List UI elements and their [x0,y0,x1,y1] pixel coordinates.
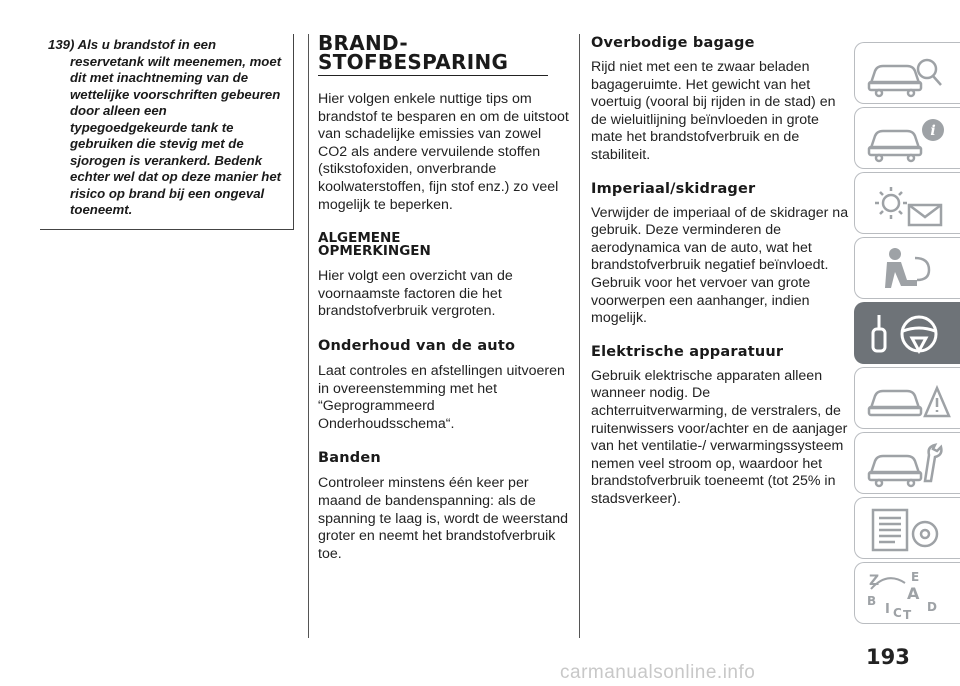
sidebar-tab-warning-lights[interactable] [854,172,960,234]
page-number: 193 [866,645,910,669]
index-letter: T [903,608,912,619]
alphabetical-index-icon [863,569,953,619]
tyres-paragraph: Controleer minstens één keer per maand de bandenspanning: als de spanning te laag is, wordt de weerstand groter en neemt het brandstofverbruik toe. [318,475,569,562]
car-info-icon [863,114,953,164]
svg-text:i: i [930,123,936,139]
sidebar-tab-starting-driving[interactable] [854,302,960,364]
tyres-heading: Banden [318,450,381,467]
roof-rack-paragraph: Verwijder de imperiaal of de skidrager na gebruik. Deze verminderen de aerodynamica van de auto, wat het brandstofverbruik negatief beïnvloedt. Gebruik voor het vervoer van grote voorwerpen een aanhanger, indien mogelijk. [591,204,849,327]
car-breakdown-icon [863,374,953,424]
warning-note-text: 139) Als u brandstof in een reservetank wilt meenemen, moet dit met inachtneming van de wettelijke voorschriften gebeuren door alleen een typegoedgekeurde tank te gebruiken die stevig met de sjorogen is verankerd. Bedenk echter wel dat op deze manier het risico op brand bij een ongeval toeneemt. [48,37,282,217]
sidebar-tab-emergency[interactable] [854,367,960,429]
index-letter: D [927,600,937,614]
electrical-equipment-heading: Elektrische apparatuur [591,343,784,360]
column-fuel-saving-continued [591,34,849,508]
sidebar-tab-car-info[interactable] [854,107,960,169]
airbag-seat-icon [863,244,953,294]
sidebar-tab-maintenance[interactable] [854,432,960,494]
sidebar-tab-safety[interactable] [854,237,960,299]
warning-note-box [40,34,294,230]
column-divider-right [579,34,580,638]
technical-data-icon [863,504,953,554]
index-letter: I [885,602,890,617]
general-notes-heading: ALGEMENE OPMERKINGEN [318,230,431,260]
warning-lights-icon [863,179,953,229]
maintenance-paragraph: Laat controles en afstellingen uitvoeren in overeenstemming met het “Geprogrammeerd Onderhoudsschema“. [318,362,565,432]
index-letter: E [911,570,920,584]
index-letter: C [893,606,902,619]
sidebar-tab-car-search[interactable] [854,42,960,104]
key-steering-wheel-icon [863,309,953,359]
column-fuel-saving [318,31,570,563]
index-letter: Z [869,573,880,589]
main-heading: BRAND-STOFBESPARING [318,34,548,76]
roof-rack-heading: Imperiaal/skidrager [591,180,756,197]
footer-watermark-url: carmanualsonline.info [560,662,756,683]
excess-luggage-paragraph: Rijd niet met een te zwaar beladen bagageruimte. Het gewicht van het voertuig (vooral bij rijden in de stad) en de wieluitlijning beïnvloeden in grote mate het brandstofverbruik en de stabiliteit. [591,59,836,163]
column-divider-left [308,34,309,638]
electrical-equipment-paragraph: Gebruik elektrische apparaten alleen wanneer nodig. De achterruitverwarming, de verstralers, de ruitenwissers voor/achter en de aanjager van het ventilatie-/ verwarmingssysteem nemen veel stroom op, waardoor het brandstofverbruik toeneemt (tot 25% in stadsverkeer). [591,367,848,507]
car-search-icon [863,49,953,99]
sidebar-tab-technical-data[interactable] [854,497,960,559]
index-letter: A [907,584,920,603]
excess-luggage-heading: Overbodige bagage [591,35,755,51]
intro-paragraph: Hier volgen enkele nuttige tips om brandstof te besparen en om de uitstoot van schadelijke emissies van zowel CO2 als andere vervuilende stoffen (stikstofoxiden, onverbrande koolwaterstoffen, fijn stof enz.) zo veel mogelijk te beperken. [318,91,569,213]
maintenance-heading: Onderhoud van de auto [318,337,516,354]
sidebar-tab-index[interactable] [854,562,960,624]
general-notes-paragraph: Hier volgt een overzicht van de voornaamste factoren die het brandstofverbruik vergroten. [318,268,513,320]
index-letter: B [867,594,877,608]
car-wrench-icon [863,439,953,489]
